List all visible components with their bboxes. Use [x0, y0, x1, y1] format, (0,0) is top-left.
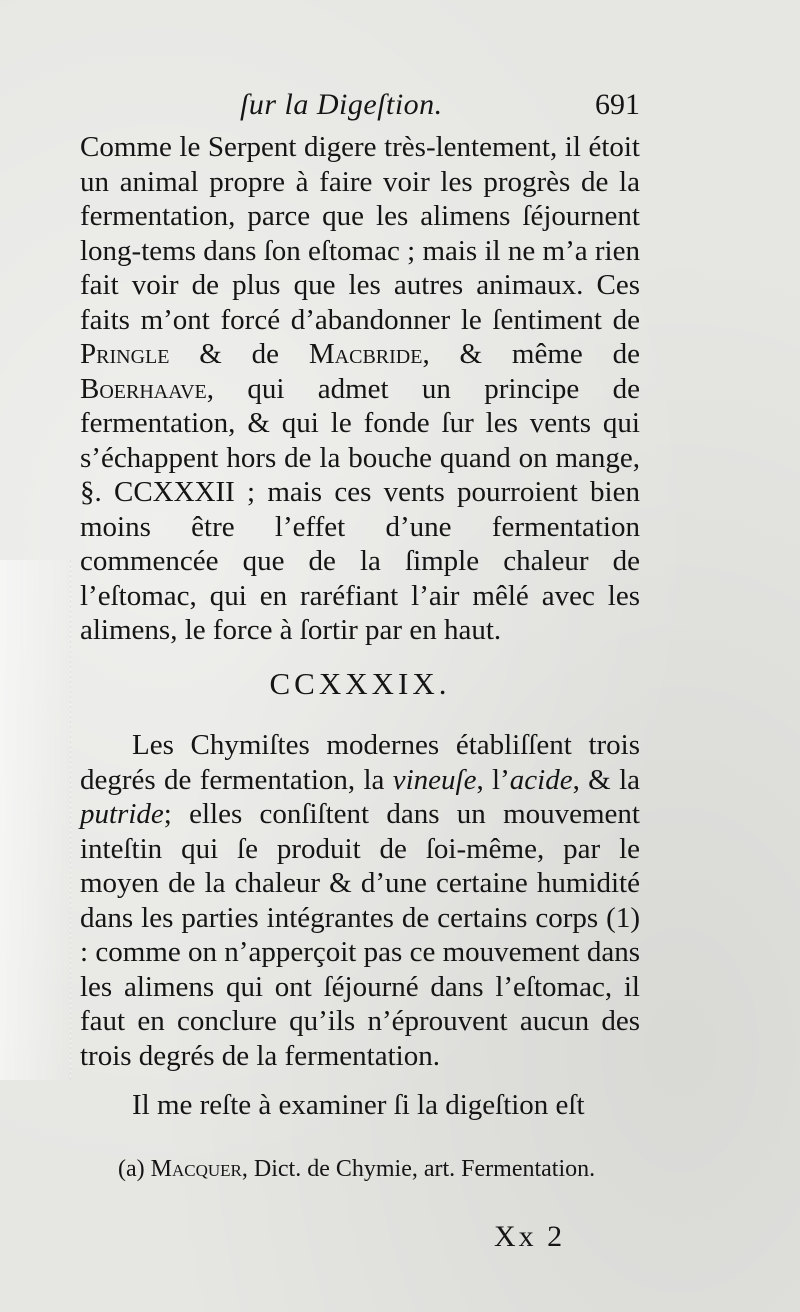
term-putride: putride [80, 798, 164, 830]
footnote-mark: (a) [118, 1156, 151, 1182]
author-name-boerhaave: Boerhaave [80, 372, 207, 405]
paragraph-text: Comme le Serpent digere très-lentement, il étoit un animal propre à faire voir les progrès de la fermentation, parce que les alimens ſéjournent long-tems dans ſon eſtomac ; mais il ne m’a rien fait voir de plus que les autres animaux. Ces faits m’ont forcé d’abandonner le ſentiment de [80, 131, 640, 336]
paragraph-text: & de [169, 338, 309, 370]
paragraph-digestion: Il me reſte à examiner ſi la digeſtion eſt [132, 1089, 585, 1121]
paragraph-text: , l’ [476, 763, 510, 796]
paragraph-text: , & même de [422, 338, 640, 370]
author-name-macbride: Macbride [308, 338, 423, 370]
page-header [80, 88, 640, 128]
paragraph-text: Les Chymiſtes modernes établiſſent trois degrés de fermentation, la [80, 729, 640, 796]
term-vineuse: vineuſe [392, 763, 477, 796]
torn-paper-edge [0, 560, 71, 1080]
footnote-author: Macquer [150, 1156, 242, 1182]
footnote [118, 1154, 638, 1184]
paragraph-chymistes [80, 728, 640, 1073]
term-acide: acide [509, 763, 573, 796]
page-number: 691 [595, 88, 640, 121]
author-name-pringle: Pringle [80, 338, 170, 370]
paragraph-text: ; elles conſiſtent dans un mouvement inteſtin qui ſe produit de ſoi-même, par le moyen de la chaleur & d’une certaine humidité dans les parties intégrantes de certains corps (1) : comme on n’apperçoit pas ce mouvement dans les alimens qui ont ſéjourné dans l’eſtomac, il faut en conclure qu’ils n’éprouvent aucun des trois degrés de la fermentation. [80, 798, 640, 1072]
signature-mark: Xx 2 [494, 1220, 566, 1253]
running-title: ſur la Digeſtion. [240, 88, 443, 121]
paragraph-text: , & la [572, 763, 640, 796]
paragraph-text: , qui admet un principe de fermentation, & qui le fonde ſur les vents qui s’échappent hors de la bouche quand on mange, §. CCXXXII ; mais ces vents pourroient bien moins être l’effet d’une fermentation commencée que de la ſimple chaleur de l’eſtomac, qui en raréfiant l’air mêlé avec les alimens, le force à ſortir par en haut. [80, 372, 640, 646]
footnote-text: , Dict. de Chymie, art. Fermentation. [241, 1156, 596, 1182]
paragraph-serpent [80, 130, 640, 648]
section-heading: CCXXXIX. [269, 666, 451, 701]
